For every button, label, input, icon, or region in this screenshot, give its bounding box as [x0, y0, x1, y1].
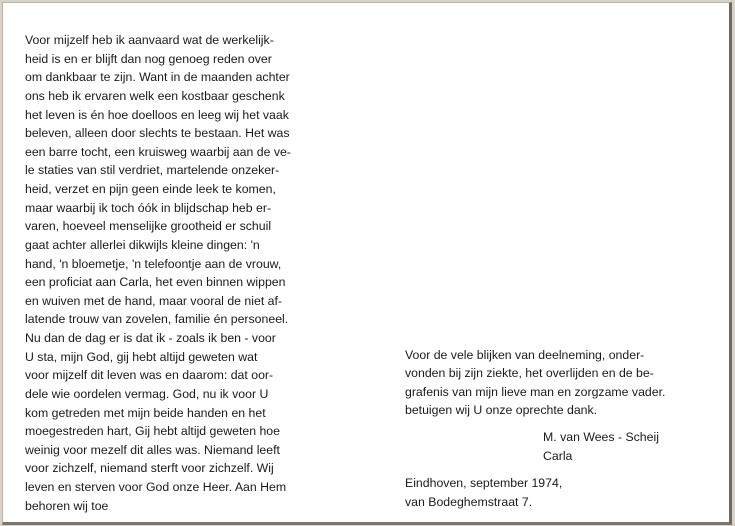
memorial-text-line: beleven, alleen door slechts te bestaan. Het was — [25, 126, 290, 141]
signature-name: M. van Wees - Scheij — [543, 430, 659, 445]
condolence-line: vonden bij zijn ziekte, het overlijden en de be- — [405, 366, 654, 381]
condolence-thanks — [405, 346, 715, 419]
memorial-text-line: behoren wij toe — [25, 498, 109, 513]
memorial-text-line: weinig voor mezelf dit alles was. Niemand leeft — [25, 442, 280, 457]
memorial-text-line: Nu dan de dag er is dat ik - zoals ik ben - voor — [25, 331, 276, 345]
memorial-text-line: hand, 'n bloemetje, 'n telefoontje aan de vrouw, — [25, 256, 282, 271]
address-street: van Bodeghemstraat 7. — [405, 495, 533, 510]
signature-name: Carla — [543, 448, 573, 463]
memorial-text-line: het leven is én hoe doelloos en leeg wij het vaak — [25, 107, 289, 122]
memorial-text-line: heid is en er blijft dan nog genoeg reden over — [25, 51, 272, 66]
condolence-line: grafenis van mijn lieve man en zorgzame vader. — [405, 384, 666, 399]
condolence-line: Voor de vele blijken van deelneming, onder- — [405, 348, 645, 362]
condolence-line: betuigen wij U onze oprechte dank. — [405, 402, 598, 417]
memorial-text-line: een proficiat aan Carla, het even binnen wippen — [25, 275, 286, 290]
address-place-date: Eindhoven, september 1974, — [405, 476, 563, 491]
memorial-text-line: U sta, mijn God, gij hebt altijd geweten wat — [25, 349, 258, 364]
memorial-text-line: moegestreden hart, Gij hebt altijd geweten hoe — [25, 424, 280, 439]
memorial-text-line: leven en sterven voor God onze Heer. Aan Hem — [25, 480, 287, 494]
memorial-text-line: gaat achter allerlei dikwijls kleine dingen: 'n — [25, 237, 260, 252]
signatures — [543, 428, 715, 465]
memorial-text-line: voor zichzelf, niemand sterft voor zichzelf. Wij — [25, 461, 274, 476]
memorial-text-line: kom getreden met mijn beide handen en het — [25, 405, 266, 420]
address — [405, 474, 715, 512]
acknowledgement-block — [405, 346, 715, 512]
memorial-text-line: dele wie oordelen vermag. God, nu ik voor U — [25, 386, 269, 401]
memorial-text-line: voor mijzelf dit leven was en daarom: dat oor- — [25, 368, 274, 383]
memorial-text-line: maar waarbij ik toch óók in blijdschap heb er- — [25, 200, 272, 215]
memorial-text-line: latende trouw van zovelen, familie én personeel. — [25, 312, 289, 327]
memorial-text-line: heid, verzet en pijn geen einde leek te komen, — [25, 182, 276, 196]
memorial-text-line: en wuiven met de hand, maar vooral de niet af- — [25, 293, 283, 308]
memorial-text — [25, 31, 325, 515]
memorial-card — [2, 2, 732, 525]
memorial-text-line: om dankbaar te zijn. Want in de maanden achter — [25, 70, 290, 85]
memorial-text-line: le staties van stil verdriet, martelende onzeker- — [25, 163, 280, 178]
memorial-text-line: Voor mijzelf heb ik aanvaard wat de werkelijk- — [25, 33, 274, 47]
memorial-text-line: varen, hoeveel menselijke grootheid er schuil — [25, 219, 272, 234]
memorial-text-line: een barre tocht, een kruisweg waarbij aan de ve- — [25, 144, 291, 159]
memorial-text-line: ons heb ik ervaren welk een kostbaar geschenk — [25, 88, 285, 103]
